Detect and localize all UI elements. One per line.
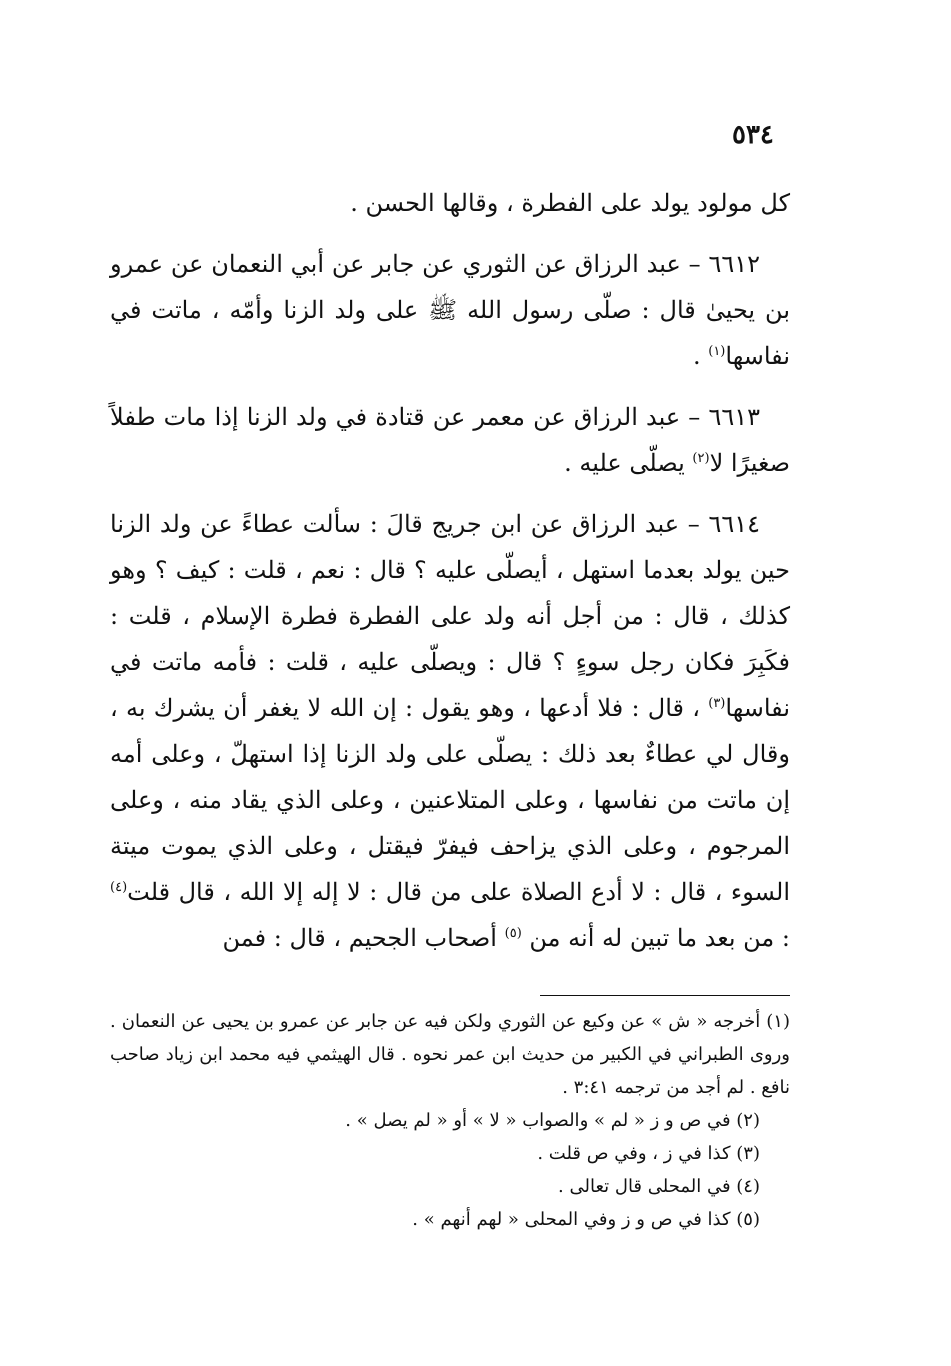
main-text bbox=[110, 180, 790, 961]
footnote-4: (٤) في المحلى قال تعالى . bbox=[558, 1176, 760, 1197]
paragraph-6614 bbox=[110, 501, 790, 961]
footnote-divider bbox=[540, 995, 790, 996]
paragraph-6614-text-b: ، قال : فلا أدعها ، وهو يقول : إن الله لا يغفر أن يشرك به ، وقال لي عطاءٌ بعد ذلك : يصلّى على ولد الزنا إذا استهلّ ، وعلى أمه إن ماتت من نفاسها ، وعلى المتلاعنين ، وعلى الذي يقاد منه ، وعلى المرجوم ، وعلى الذي يزاحف فيفرّ فيقتل ، وعلى الذي يموت ميتة السوء ، قال : لا أدع الصلاة على من قال : لا إله إلا الله ، قال قلت bbox=[110, 694, 790, 906]
note-ref-5: (٥) bbox=[504, 926, 522, 941]
note-ref-1: (١) bbox=[708, 344, 726, 359]
paragraph-6612: ٦٦١٢ – عبد الرزاق عن الثوري عن جابر عن أبي النعمان عن عمرو بن يحيىٰ قال : صلّى رسول الله ﷺ على ولد الزنا وأمّه ، ماتت في نفاسها$^{(١)}$ . bbox=[110, 250, 790, 370]
paragraph-6614-text-c: : من بعد ما تبين له أنه من bbox=[529, 924, 790, 952]
page-number: ٥٣٤ bbox=[732, 120, 774, 150]
note-ref-4: (٤) bbox=[110, 880, 128, 895]
paragraph-intro: كل مولود يولد على الفطرة ، وقالها الحسن . bbox=[350, 189, 790, 217]
paragraph-6614-text-d: أصحاب الجحيم ، قال : فمن bbox=[222, 924, 497, 952]
paragraph-6613 bbox=[110, 394, 790, 486]
footnote-5: (٥) كذا في ص و ز وفي المحلى « لهم أنهم » . bbox=[412, 1209, 760, 1230]
paragraph-6613-text: ٦٦١٣ – عبد الرزاق عن معمر عن قتادة في ولد الزنا إذا مات طفلاً صغيرًا لا bbox=[110, 403, 790, 477]
footnote-2: (٢) في ص و ز « لم » والصواب « لا » أو « لم يصل » . bbox=[345, 1110, 760, 1131]
footnotes bbox=[110, 1005, 790, 1236]
footnote-3: (٣) كذا في ز ، وفي ص قلت . bbox=[537, 1143, 760, 1164]
paragraph-6612-text: ٦٦١٢ – عبد الرزاق عن الثوري عن جابر عن أبي النعمان عن عمرو بن يحيىٰ قال : صلّى رسول الله ﷺ على ولد الزنا وأمّه ، ماتت في نفاسها bbox=[110, 250, 790, 370]
note-ref-2: (٢) bbox=[692, 451, 710, 466]
note-ref-3: (٣) bbox=[708, 696, 726, 711]
footnote-1: (١) أخرجه « ش » عن وكيع عن الثوري ولكن فيه عن جابر عن عمرو بن يحيى عن النعمان . وروى الطبراني في الكبير من حديث ابن عمر نحوه . قال الهيثمي فيه محمد ابن زياد صاحب نافع . لم أجد من ترجمه ٣:٤١ . bbox=[110, 1011, 790, 1098]
paragraph-6614-text-a: ٦٦١٤ – عبد الرزاق عن ابن جريج قالَ : سألت عطاءً عن ولد الزنا حين يولد بعدما استهل ، أيصلّى عليه ؟ قال : نعم ، قلت : كيف ؟ وهو كذلك ، قال : من أجل أنه ولد على الفطرة فطرة الإسلام ، قلت : فكَبِرَ فكان رجل سوءٍ ؟ قال : ويصلّى عليه ، قلت : فأمه ماتت في نفاسها bbox=[110, 510, 790, 722]
paragraph-6613-end: يصلّى عليه . bbox=[564, 449, 685, 477]
